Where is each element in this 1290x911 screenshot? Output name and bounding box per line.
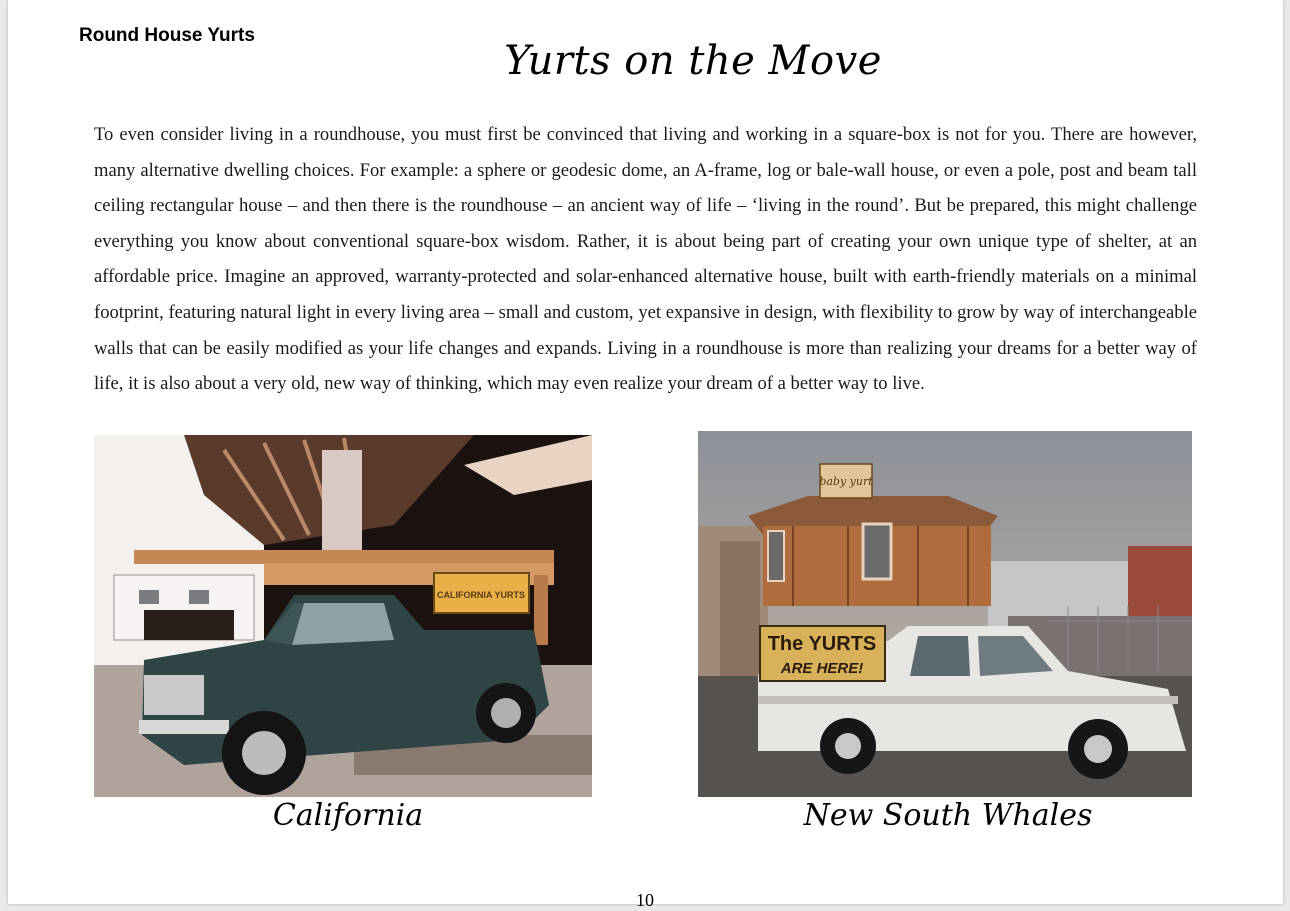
- header-brand: Round House Yurts: [79, 25, 255, 46]
- california-caption: California: [272, 798, 424, 833]
- document-page: [8, 0, 1283, 904]
- california-sign-text: CALIFORNIA YURTS: [436, 590, 526, 600]
- new-south-whales-truck-photo: [698, 431, 1192, 797]
- page-title: Yurts on the Move: [504, 38, 882, 84]
- yurts-sign-line1: The YURTS: [767, 633, 877, 655]
- new-south-whales-caption: New South Whales: [803, 798, 1093, 833]
- page-number: 10: [636, 890, 654, 910]
- california-truck-photo: [94, 435, 592, 797]
- body-paragraph: To even consider living in a roundhouse, you must first be convinced that living and working in a square-box is not for you. There are however, many alternative dwelling choices. For example: a sphere or geodesic dome, an A-frame, log or bale-wall house, or even a pole, post and beam tall ceiling rectangular house – and then there is the roundhouse – an ancient way of life – ‘living in the round’. But be prepared, this might challenge everything you know about conventional square-box wisdom. Rather, it is about being part of creating your own unique type of shelter, at an affordable price. Imagine an approved, warranty-protected and solar-enhanced alternative house, built with earth-friendly materials on a minimal footprint, featuring natural light in every living area – small and custom, yet expansive in design, with flexibility to grow by way of interchangeable walls that can be easily modified as your life changes and expands. Living in a roundhouse is more than realizing your dreams for a better way of life, it is also about a very old, new way of thinking, which may even realize your dream of a better way to live.: [94, 124, 1197, 395]
- yurts-sign-line2: ARE HERE!: [780, 660, 864, 677]
- baby-yurt-sign-text: baby yurt: [819, 475, 873, 488]
